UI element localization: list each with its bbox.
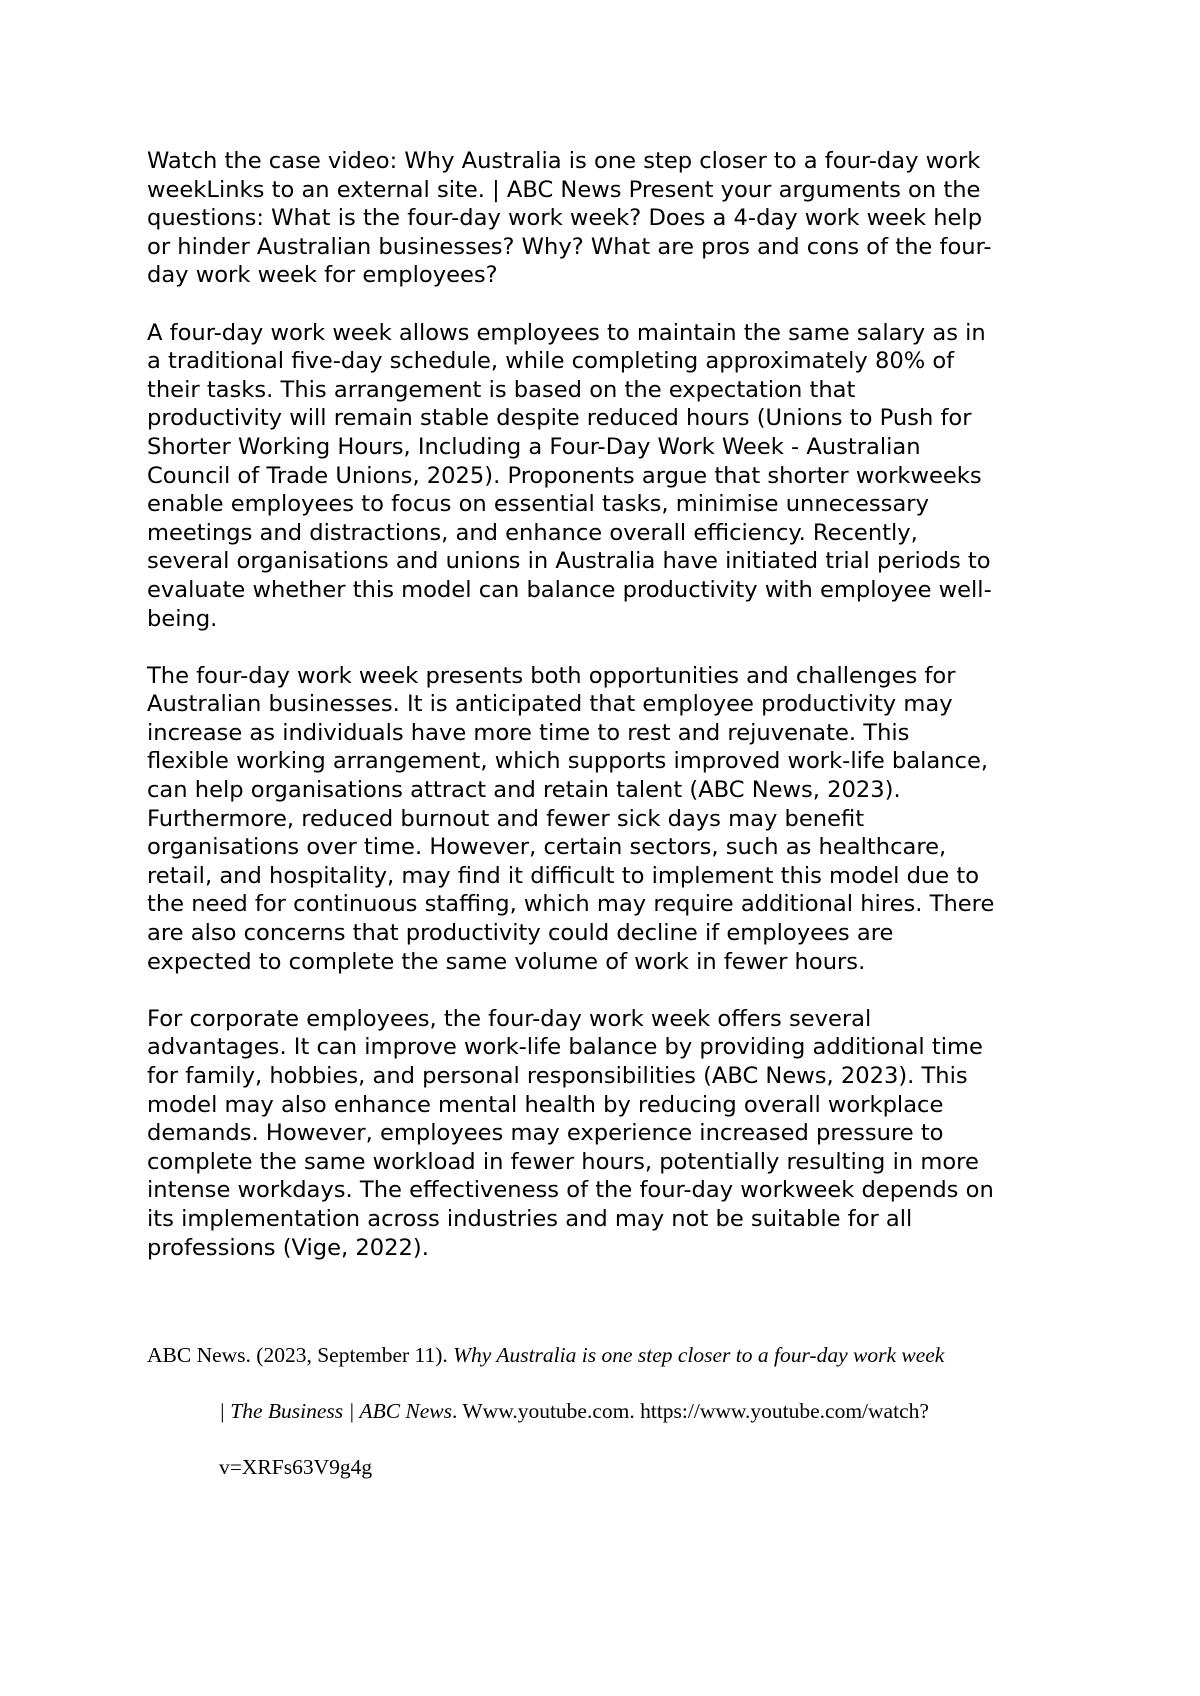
text-line: For corporate employees, the four-day work week offers several [147, 1005, 872, 1032]
text-line: productivity will remain stable despite reduced hours (Unions to Push for [147, 405, 972, 432]
text-line: enable employees to focus on essential tasks, minimise unnecessary [147, 491, 929, 518]
text-line: their tasks. This arrangement is based on the expectation that [147, 376, 856, 403]
reference-entry [147, 1341, 1067, 1509]
text-line: for family, hobbies, and personal responsibilities (ABC News, 2023). This [147, 1063, 968, 1089]
reference-title: Why Australia is one step closer to a four-day work week [453, 1343, 945, 1367]
text-line: can help organisations attract and retain talent (ABC News, 2023). [147, 777, 901, 804]
text-line: day work week for employees? [147, 262, 498, 289]
text-line: intense workdays. The effectiveness of the four-day workweek depends on [147, 1177, 994, 1204]
text-line: being. [147, 605, 218, 632]
text-line: are also concerns that productivity could decline if employees are [147, 920, 894, 947]
text-line: demands. However, employees may experience increased pressure to [147, 1120, 944, 1147]
text-line: Furthermore, reduced burnout and fewer sick days may benefit [147, 805, 865, 832]
essay-body [147, 147, 1067, 1291]
paragraph-prompt [147, 147, 1067, 290]
text-line: Council of Trade Unions, 2025). Proponents argue that shorter workweeks [147, 462, 982, 489]
reference-line [147, 1397, 1067, 1453]
paragraph-businesses [147, 662, 1067, 977]
reference-line [147, 1453, 1067, 1509]
paragraph-employees [147, 1005, 1067, 1262]
text-line: organisations over time. However, certain sectors, such as healthcare, [147, 834, 947, 861]
text-line: increase as individuals have more time to rest and rejuvenate. This [147, 719, 910, 746]
text-line: flexible working arrangement, which supports improved work-life balance, [147, 748, 989, 775]
text-line: complete the same workload in fewer hours, potentially resulting in more [147, 1148, 979, 1175]
text-line: expected to complete the same volume of work in fewer hours. [147, 948, 866, 975]
text-line: its implementation across industries and may not be suitable for all [147, 1205, 913, 1232]
text-line: questions: What is the four-day work week? Does a 4-day work week help [147, 205, 983, 232]
reference-url-tail: v=XRFs63V9g4g [219, 1455, 373, 1479]
text-line: professions (Vige, 2022). [147, 1234, 429, 1261]
text-line: a traditional five-day schedule, while completing approximately 80% of [147, 348, 955, 375]
text-line: or hinder Australian businesses? Why? What are pros and cons of the four- [147, 233, 992, 260]
text-line: retail, and hospitality, may find it difficult to implement this model due to [147, 862, 980, 889]
text-line: several organisations and unions in Australia have initiated trial periods to [147, 548, 991, 575]
paragraph-definition [147, 319, 1067, 634]
reference-title-continued: | The Business | ABC News [219, 1399, 453, 1423]
reference-author-date: ABC News. (2023, September 11). [147, 1343, 454, 1367]
text-line: Shorter Working Hours, Including a Four-Day Work Week - Australian [147, 433, 921, 460]
text-line: Watch the case video: Why Australia is one step closer to a four-day work [147, 148, 981, 174]
text-line: weekLinks to an external site. | ABC News Present your arguments on the [147, 176, 981, 203]
text-line: evaluate whether this model can balance productivity with employee well- [147, 576, 992, 603]
reference-source: . Www.youtube.com. https://www.youtube.com/watch? [452, 1399, 929, 1423]
text-line: model may also enhance mental health by reducing overall workplace [147, 1091, 944, 1118]
text-line: meetings and distractions, and enhance overall efficiency. Recently, [147, 519, 918, 546]
text-line: the need for continuous staffing, which may require additional hires. There [147, 891, 995, 918]
text-line: The four-day work week presents both opportunities and challenges for [147, 662, 956, 689]
text-line: Australian businesses. It is anticipated that employee productivity may [147, 691, 953, 718]
reference-line [147, 1341, 1067, 1397]
text-line: advantages. It can improve work-life balance by providing additional time [147, 1034, 983, 1061]
text-line: A four-day work week allows employees to maintain the same salary as in [147, 319, 986, 346]
